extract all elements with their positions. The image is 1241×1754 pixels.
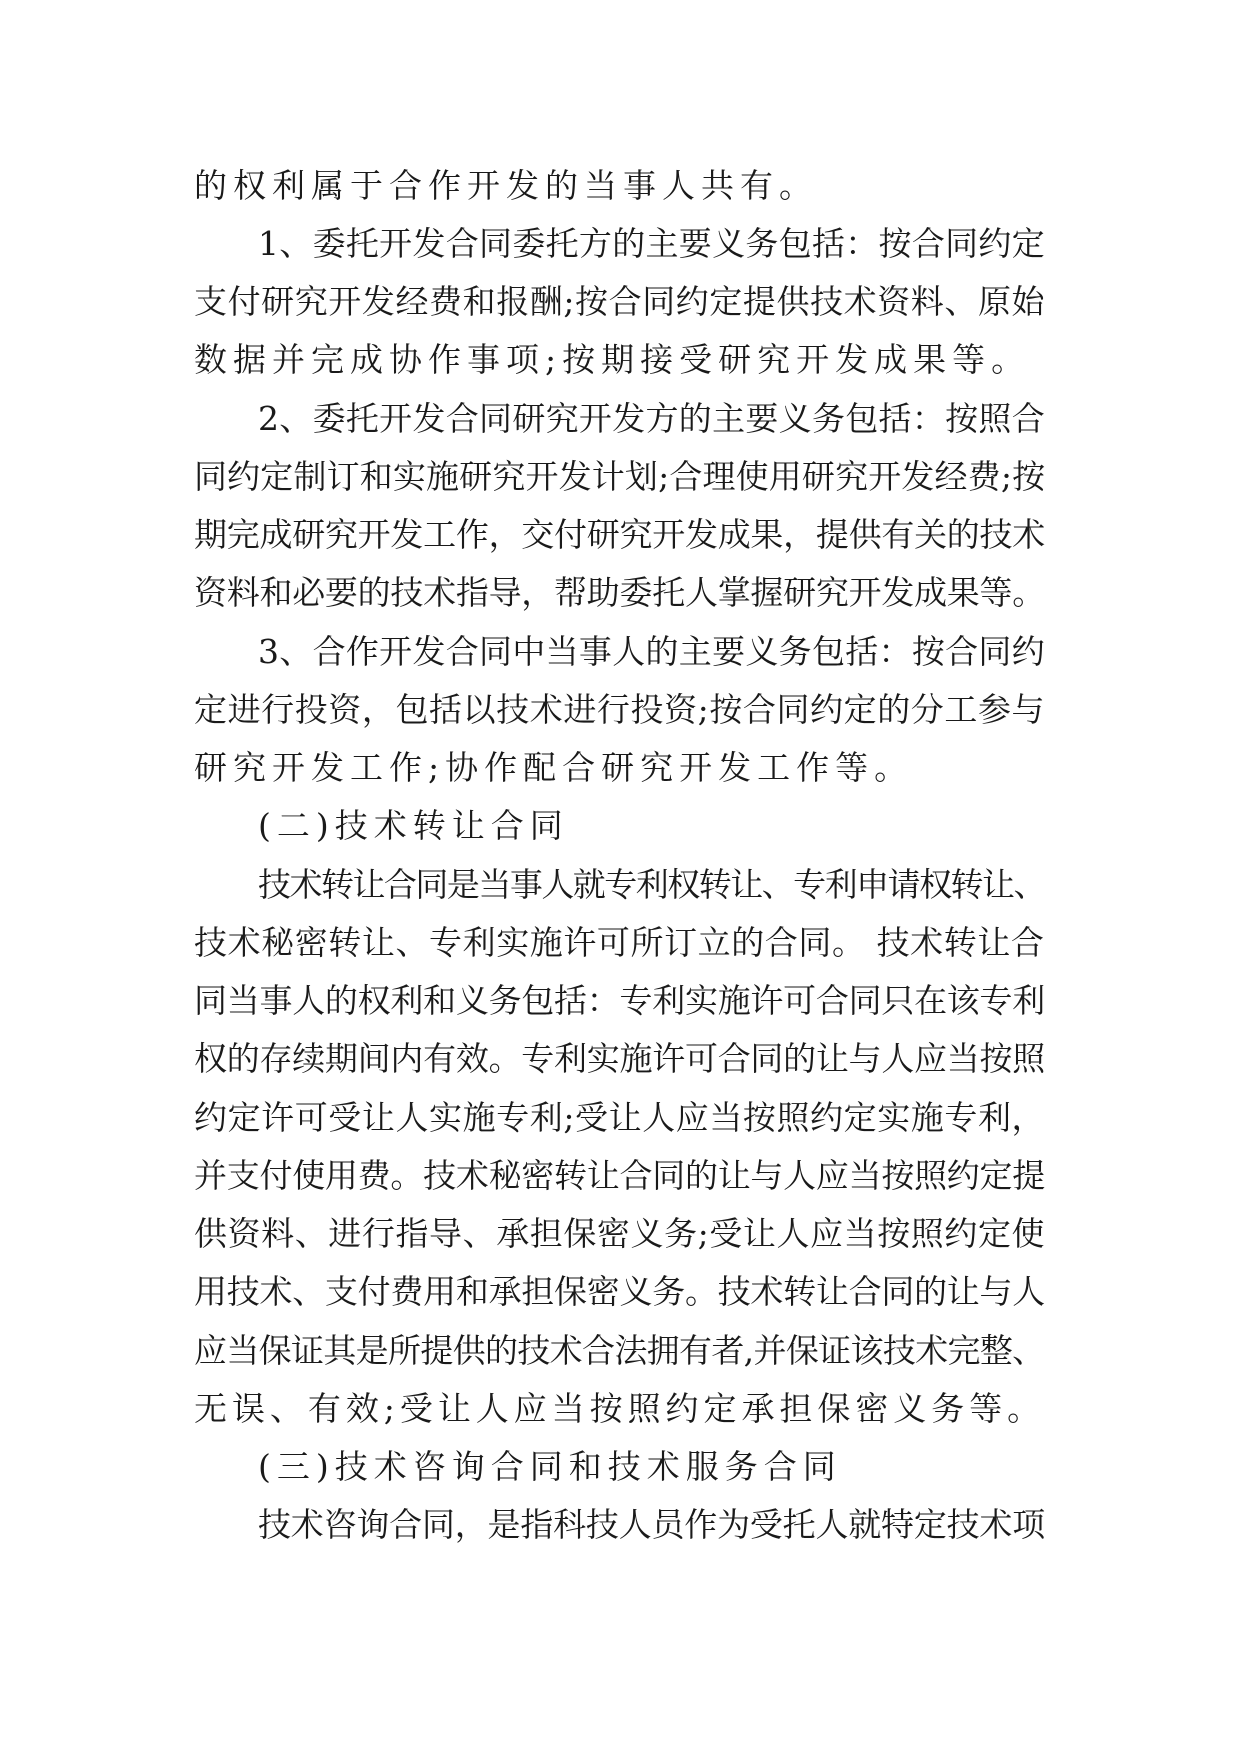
paragraph-3-start: 3、合作开发合同中当事人的主要义务包括：按合同约 (258, 632, 1045, 671)
text-line: 支付研究开发经费和报酬;按合同约定提供技术资料、原始 (194, 282, 1046, 321)
text-line: 的权利属于合作开发的当事人共有。 (194, 166, 818, 205)
text-line: 约定许可受让人实施专利;受让人应当按照约定实施专利， (194, 1098, 1046, 1137)
text-line: 应当保证其是所提供的技术合法拥有者,并保证该技术完整、 (194, 1331, 1045, 1370)
text-line: 同约定制订和实施研究开发计划;合理使用研究开发经费;按 (194, 457, 1046, 496)
section-heading-3: (三)技术咨询合同和技术服务合同 (258, 1447, 842, 1486)
text-line: 数据并完成协作事项;按期接受研究开发成果等。 (194, 340, 1031, 379)
paragraph-2-start: 2、委托开发合同研究开发方的主要义务包括：按照合 (258, 399, 1045, 438)
section-heading-2: (二)技术转让合同 (258, 806, 569, 845)
text-line: 用技术、支付费用和承担保密义务。技术转让合同的让与人 (194, 1272, 1046, 1311)
text-line: 技术秘密转让、专利实施许可所订立的合同。 技术转让合 (194, 923, 1045, 962)
text-line: 研究开发工作;协作配合研究开发工作等。 (194, 748, 914, 787)
text-line: 并支付使用费。技术秘密转让合同的让与人应当按照约定提 (194, 1156, 1046, 1195)
text-line: 资料和必要的技术指导，帮助委托人掌握研究开发成果等。 (194, 573, 1046, 612)
paragraph-4-start: 技术转让合同是当事人就专利权转让、专利申请权转让、 (258, 865, 1046, 904)
text-line: 供资料、进行指导、承担保密义务;受让人应当按照约定使 (194, 1214, 1046, 1253)
text-line: 权的存续期间内有效。专利实施许可合同的让与人应当按照 (194, 1039, 1046, 1078)
text-line: 定进行投资，包括以技术进行投资;按合同约定的分工参与 (194, 690, 1046, 729)
paragraph-1-start: 1、委托开发合同委托方的主要义务包括：按合同约定 (258, 224, 1045, 263)
text-line: 无误、有效;受让人应当按照约定承担保密义务等。 (194, 1389, 1046, 1428)
paragraph-5-start: 技术咨询合同，是指科技人员作为受托人就特定技术项 (258, 1505, 1046, 1544)
text-line: 期完成研究开发工作，交付研究开发成果，提供有关的技术 (194, 515, 1046, 554)
text-line: 同当事人的权利和义务包括：专利实施许可合同只在该专利 (194, 981, 1046, 1020)
